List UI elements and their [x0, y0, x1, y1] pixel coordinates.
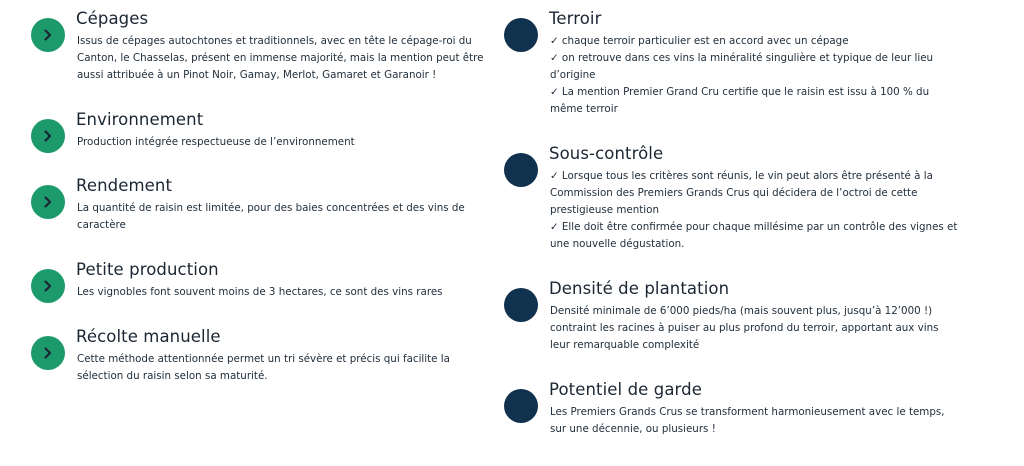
expand-environnement-button[interactable] [31, 119, 65, 153]
feature-description [77, 351, 450, 385]
circle-bullet-icon [504, 288, 538, 322]
feature-title: Densité de plantation [549, 279, 730, 298]
description-line: caractère [77, 219, 126, 231]
chevron-right-icon [31, 269, 65, 303]
description-line: ✓ chaque terroir particulier est en accord avec un cépage [550, 35, 849, 47]
description-line: Les Premiers Grands Crus se transforment harmonieusement avec le temps, [550, 406, 945, 418]
chevron-right-icon [31, 18, 65, 52]
description-line: ✓ Elle doit être confirmée pour chaque millésime par un contrôle des vignes et [550, 221, 958, 233]
description-line: ✓ on retrouve dans ces vins la minéralité singulière et typique de leur lieu [550, 52, 934, 64]
feature-description [77, 33, 484, 84]
feature-title: Récolte manuelle [76, 327, 221, 346]
expand-petite-production-button[interactable] [31, 269, 65, 303]
description-line: d’origine [550, 69, 596, 81]
description-line: aussi attribuée à un Pinot Noir, Gamay, Merlot, Gamaret et Garanoir ! [77, 69, 437, 81]
feature-title: Cépages [76, 9, 149, 28]
description-line: Production intégrée respectueuse de l’environnement [77, 136, 355, 148]
description-line: Commission des Premiers Grands Crus qui décidera de l’octroi de cette [550, 187, 918, 199]
description-line: Issus de cépages autochtones et traditionnels, avec en tête le cépage-roi du [77, 35, 472, 47]
expand-rendement-button[interactable] [31, 185, 65, 219]
feature-description [550, 303, 939, 354]
description-line: prestigieuse mention [550, 204, 659, 216]
feature-description [550, 404, 945, 438]
feature-title: Petite production [76, 260, 219, 279]
description-line: La quantité de raisin est limitée, pour des baies concentrées et des vins de [77, 202, 465, 214]
feature-title: Rendement [76, 176, 173, 195]
description-line: Cette méthode attentionnée permet un tri sévère et précis qui facilite la [77, 353, 450, 365]
description-line: une nouvelle dégustation. [550, 238, 685, 250]
feature-description [77, 134, 355, 151]
expand-recolte-manuelle-button[interactable] [31, 336, 65, 370]
chevron-right-icon [31, 336, 65, 370]
feature-description [550, 33, 933, 118]
circle-bullet-icon [504, 389, 538, 423]
description-line: sur une décennie, ou plusieurs ! [550, 423, 716, 435]
chevron-right-icon [31, 119, 65, 153]
feature-description [550, 168, 957, 253]
description-line: Canton, le Chasselas, présent en immense majorité, mais la mention peut être [77, 52, 484, 64]
feature-title: Potentiel de garde [549, 380, 702, 399]
feature-title: Sous-contrôle [549, 144, 664, 163]
description-line: ✓ Lorsque tous les critères sont réunis, le vin peut alors être présenté à la [550, 170, 933, 182]
description-line: Les vignobles font souvent moins de 3 hectares, ce sont des vins rares [77, 286, 443, 298]
description-line: ✓ La mention Premier Grand Cru certifie que le raisin est issu à 100 % du [550, 86, 930, 98]
description-line: contraint les racines à puiser au plus profond du terroir, apportant aux vins [550, 322, 939, 334]
feature-title: Terroir [549, 9, 602, 28]
description-line: sélection du raisin selon sa maturité. [77, 370, 268, 382]
chevron-right-icon [31, 185, 65, 219]
description-line: leur remarquable complexité [550, 339, 700, 351]
circle-bullet-icon [504, 18, 538, 52]
feature-description [77, 200, 465, 234]
circle-bullet-icon [504, 153, 538, 187]
expand-cepages-button[interactable] [31, 18, 65, 52]
feature-title: Environnement [76, 110, 204, 129]
description-line: même terroir [550, 103, 618, 115]
description-line: Densité minimale de 6’000 pieds/ha (mais souvent plus, jusqu’à 12’000 !) [550, 305, 933, 317]
feature-description [77, 284, 443, 301]
